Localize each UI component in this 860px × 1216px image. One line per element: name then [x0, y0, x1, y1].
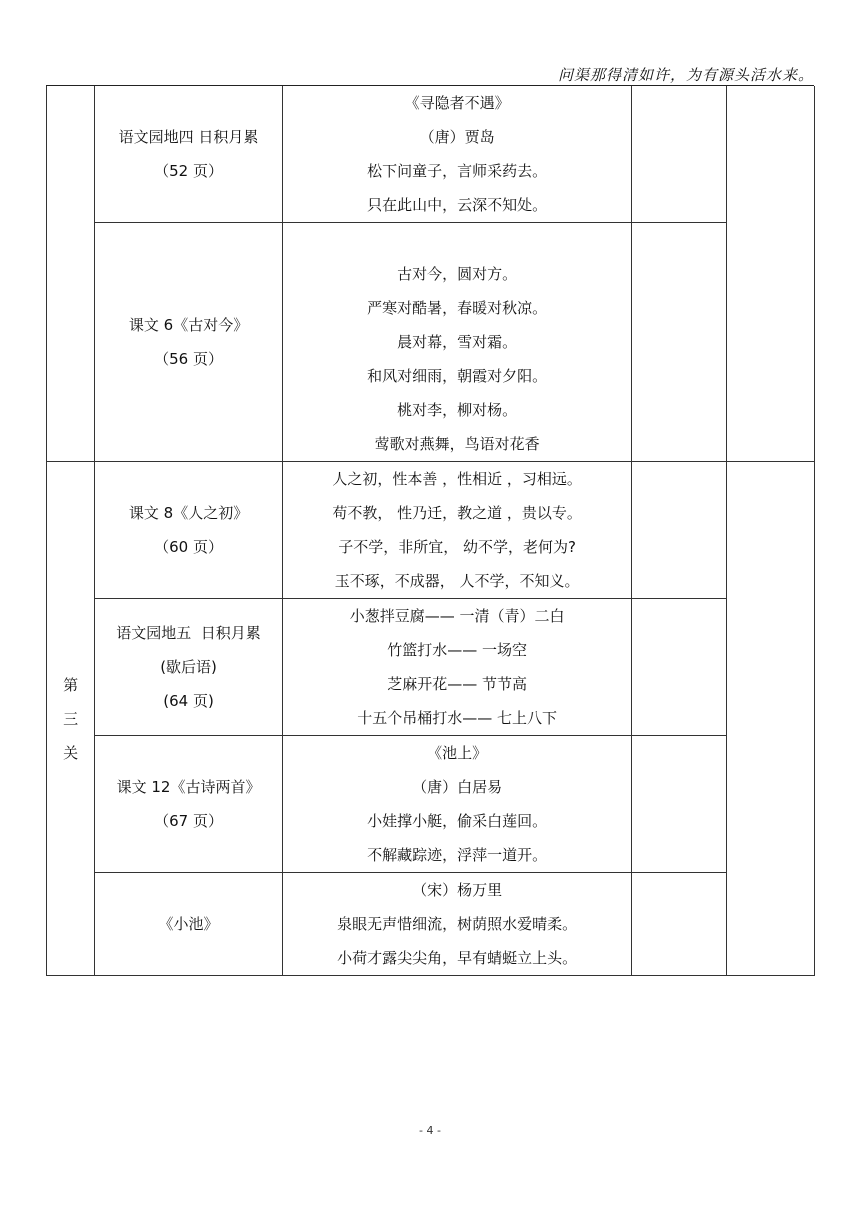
blank-cell-a — [632, 599, 726, 736]
lesson-page-line: (64 页) — [163, 692, 214, 710]
lesson-title-cell — [95, 736, 283, 873]
stage-cell-prev — [47, 86, 95, 462]
stage-char: 第 — [63, 675, 79, 694]
lesson-page-line: （67 页） — [154, 812, 223, 830]
table-row — [47, 223, 815, 462]
content-cell — [282, 86, 631, 223]
recitation-table — [46, 86, 815, 976]
lesson-title-line: 课文 8《人之初》 — [128, 504, 249, 522]
blank-cell-a — [632, 223, 726, 462]
content-line: 小荷才露尖尖角，早有蜻蜓立上头。 — [337, 949, 578, 967]
blank-cell-a — [632, 873, 726, 976]
lesson-page-line: （56 页） — [154, 350, 223, 368]
content-line: （唐）贾岛 — [419, 128, 495, 146]
lesson-title-cell — [95, 223, 283, 462]
content-line: 《池上》 — [427, 744, 488, 762]
content-line: 玉不琢，不成器， 人不学，不知义。 — [334, 572, 580, 590]
content-line: 松下问童子，言师采药去。 — [367, 162, 548, 180]
lesson-subtitle-line: (歇后语) — [160, 658, 217, 676]
content-cell — [282, 462, 631, 599]
table-row — [47, 873, 815, 976]
content-line: 和风对细雨，朝霞对夕阳。 — [367, 367, 548, 385]
table-row — [47, 86, 815, 223]
blank-cell-b — [726, 462, 814, 976]
content-line: 晨对幕，雪对霜。 — [397, 333, 518, 351]
lesson-title-line: 语文园地五 日积月累 — [116, 624, 261, 642]
table-row — [47, 462, 815, 599]
content-line: 泉眼无声惜细流，树荫照水爱晴柔。 — [337, 915, 578, 933]
content-line: 古对今，圆对方。 — [397, 265, 518, 283]
blank-cell-a — [632, 736, 726, 873]
content-line: 莺歌对燕舞，鸟语对花香 — [374, 435, 540, 453]
lesson-title-cell — [95, 873, 283, 976]
content-line: 十五个吊桶打水—— 七上八下 — [357, 709, 557, 727]
lesson-title-line: 课文 6《古对今》 — [128, 316, 249, 334]
lesson-title-line: 《小池》 — [158, 915, 219, 933]
stage-char: 三 — [63, 709, 79, 728]
content-cell — [282, 873, 631, 976]
content-line: 竹篮打水—— 一场空 — [387, 641, 527, 659]
content-cell — [282, 599, 631, 736]
stage-cell — [47, 462, 95, 976]
content-line: 严寒对酷暑，春暖对秋凉。 — [367, 299, 548, 317]
table-row — [47, 599, 815, 736]
table-row — [47, 736, 815, 873]
page-number: - 4 - — [419, 1124, 441, 1137]
content-line: 小葱拌豆腐—— 一清（青）二白 — [349, 607, 565, 625]
content-line: 只在此山中，云深不知处。 — [367, 196, 548, 214]
content-line: （宋）杨万里 — [412, 881, 503, 899]
content-line: 苟不教， 性乃迁，教之道 ，贵以专。 — [332, 504, 582, 522]
lesson-title-cell — [95, 462, 283, 599]
content-cell — [282, 736, 631, 873]
header-motto: 问渠那得清如许，为有源头活水来。 — [557, 66, 814, 84]
content-cell — [282, 223, 631, 462]
blank-cell-a — [632, 86, 726, 223]
content-line: 芝麻开花—— 节节高 — [387, 675, 527, 693]
content-line: 子不学，非所宜， 幼不学，老何为? — [338, 538, 576, 556]
lesson-title-line: 课文 12《古诗两首》 — [116, 778, 261, 796]
stage-char: 关 — [63, 743, 79, 762]
lesson-title-cell — [95, 86, 283, 223]
lesson-page-line: （60 页） — [154, 538, 223, 556]
content-line: 小娃撑小艇，偷采白莲回。 — [367, 812, 548, 830]
content-line: 桃对李，柳对杨。 — [397, 401, 518, 419]
content-line: 人之初，性本善 ，性相近 ，习相远。 — [332, 470, 582, 488]
content-line: （唐）白居易 — [412, 778, 503, 796]
content-line: 《寻隐者不遇》 — [404, 94, 510, 112]
lesson-page-line: （52 页） — [154, 162, 223, 180]
lesson-title-cell — [95, 599, 283, 736]
lesson-title-line: 语文园地四 日积月累 — [118, 128, 259, 146]
content-line: 不解藏踪迹，浮萍一道开。 — [367, 846, 548, 864]
blank-cell-a — [632, 462, 726, 599]
blank-cell-b — [726, 86, 814, 462]
